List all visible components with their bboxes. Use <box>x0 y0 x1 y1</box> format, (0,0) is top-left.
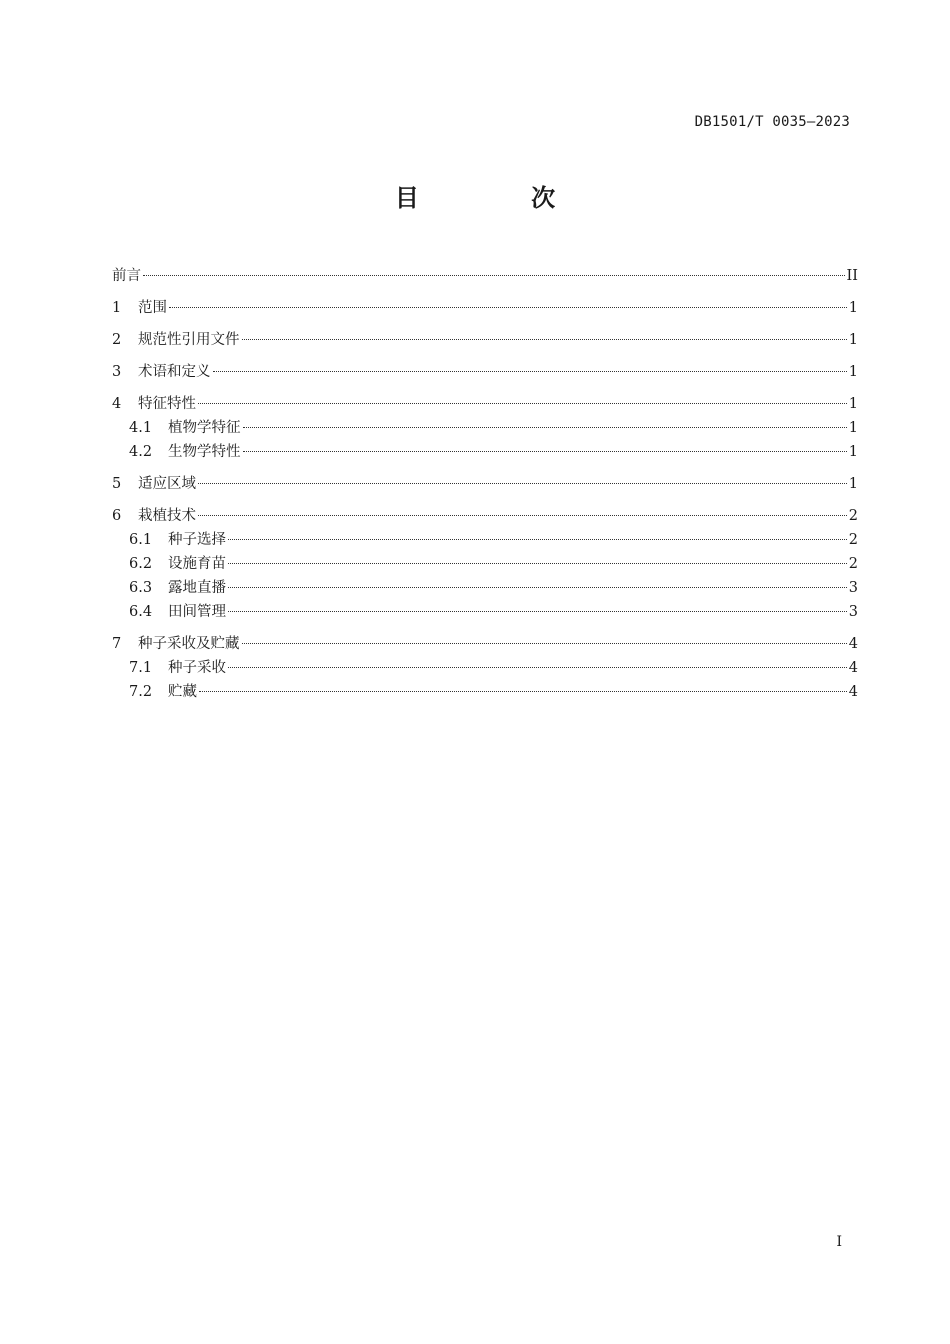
toc-entry[interactable] <box>112 504 858 528</box>
toc-entry-number: 4.1 <box>129 420 153 436</box>
toc-entry-page: 2 <box>848 508 858 524</box>
toc-dot-leader <box>228 539 847 540</box>
toc-entry-title: 生物学特性 <box>168 444 241 460</box>
toc-entry[interactable] <box>112 680 858 704</box>
toc-entry-number: 6.2 <box>129 556 153 572</box>
toc-dot-leader <box>243 427 847 428</box>
toc-entry-title: 田间管理 <box>168 604 226 620</box>
toc-dot-leader <box>228 611 847 612</box>
toc-entry-title: 贮藏 <box>168 684 197 700</box>
toc-entry-number: 3 <box>112 364 122 380</box>
toc-entry-title: 特征特性 <box>138 396 196 412</box>
toc-entry-number: 6.1 <box>129 532 153 548</box>
toc-entry-number: 6.3 <box>129 580 153 596</box>
toc-entry-number: 4.2 <box>129 444 153 460</box>
toc-dot-leader <box>143 275 845 276</box>
toc-entry[interactable] <box>112 416 858 440</box>
document-code: DB1501/T 0035—2023 <box>694 114 850 130</box>
toc-entry-page: 2 <box>848 532 858 548</box>
toc-entry-title: 规范性引用文件 <box>138 332 240 348</box>
toc-entry-title: 植物学特征 <box>168 420 241 436</box>
toc-entry-title: 栽植技术 <box>138 508 196 524</box>
toc-entry-title: 种子选择 <box>168 532 226 548</box>
toc-entry-number: 7.2 <box>129 684 153 700</box>
toc-entry-title: 设施育苗 <box>168 556 226 572</box>
toc-entry-title: 露地直播 <box>168 580 226 596</box>
toc-entry[interactable] <box>112 576 858 600</box>
page-number: I <box>836 1234 842 1250</box>
toc-entry-page: II <box>846 268 858 284</box>
toc-entry-title: 适应区域 <box>138 476 196 492</box>
toc-entry-number: 5 <box>112 476 122 492</box>
toc-dot-leader <box>198 483 847 484</box>
toc-entry-page: 4 <box>848 684 858 700</box>
toc-entry[interactable] <box>112 656 858 680</box>
toc-entry-page: 1 <box>848 332 858 348</box>
toc-dot-leader <box>169 307 847 308</box>
toc-entry-page: 3 <box>848 604 858 620</box>
toc-dot-leader <box>228 667 847 668</box>
toc-entry-title: 种子采收 <box>168 660 226 676</box>
toc-dot-leader <box>213 371 847 372</box>
toc-entry[interactable] <box>112 328 858 352</box>
toc-entry[interactable] <box>112 360 858 384</box>
toc-entry[interactable] <box>112 264 858 288</box>
toc-entry-number: 7.1 <box>129 660 153 676</box>
toc-entry-title: 前言 <box>112 268 141 284</box>
toc-dot-leader <box>228 563 847 564</box>
toc-dot-leader <box>199 691 847 692</box>
toc-entry[interactable] <box>112 600 858 624</box>
toc-entry-number: 4 <box>112 396 122 412</box>
toc-dot-leader <box>198 515 847 516</box>
toc-entry[interactable] <box>112 552 858 576</box>
toc-entry-page: 4 <box>848 660 858 676</box>
toc-dot-leader <box>242 643 847 644</box>
toc-dot-leader <box>198 403 847 404</box>
toc-entry[interactable] <box>112 472 858 496</box>
table-of-contents <box>112 264 858 704</box>
toc-entry[interactable] <box>112 440 858 464</box>
toc-entry-page: 1 <box>848 300 858 316</box>
toc-entry-number: 1 <box>112 300 122 316</box>
toc-entry-page: 4 <box>848 636 858 652</box>
toc-entry[interactable] <box>112 392 858 416</box>
toc-entry-title: 术语和定义 <box>138 364 211 380</box>
toc-entry-title: 种子采收及贮藏 <box>138 636 240 652</box>
toc-entry-number: 6.4 <box>129 604 153 620</box>
toc-entry-page: 1 <box>848 420 858 436</box>
toc-entry-page: 1 <box>848 396 858 412</box>
toc-entry-number: 7 <box>112 636 122 652</box>
toc-entry-page: 1 <box>848 444 858 460</box>
toc-entry-title: 范围 <box>138 300 167 316</box>
toc-dot-leader <box>228 587 847 588</box>
toc-entry[interactable] <box>112 296 858 320</box>
toc-entry-page: 3 <box>848 580 858 596</box>
toc-entry[interactable] <box>112 632 858 656</box>
toc-entry-number: 6 <box>112 508 122 524</box>
toc-dot-leader <box>242 339 847 340</box>
toc-entry-number: 2 <box>112 332 122 348</box>
toc-entry-page: 2 <box>848 556 858 572</box>
toc-entry-page: 1 <box>848 476 858 492</box>
toc-dot-leader <box>243 451 847 452</box>
toc-entry[interactable] <box>112 528 858 552</box>
page-title: 目 次 <box>394 184 608 212</box>
toc-entry-page: 1 <box>848 364 858 380</box>
